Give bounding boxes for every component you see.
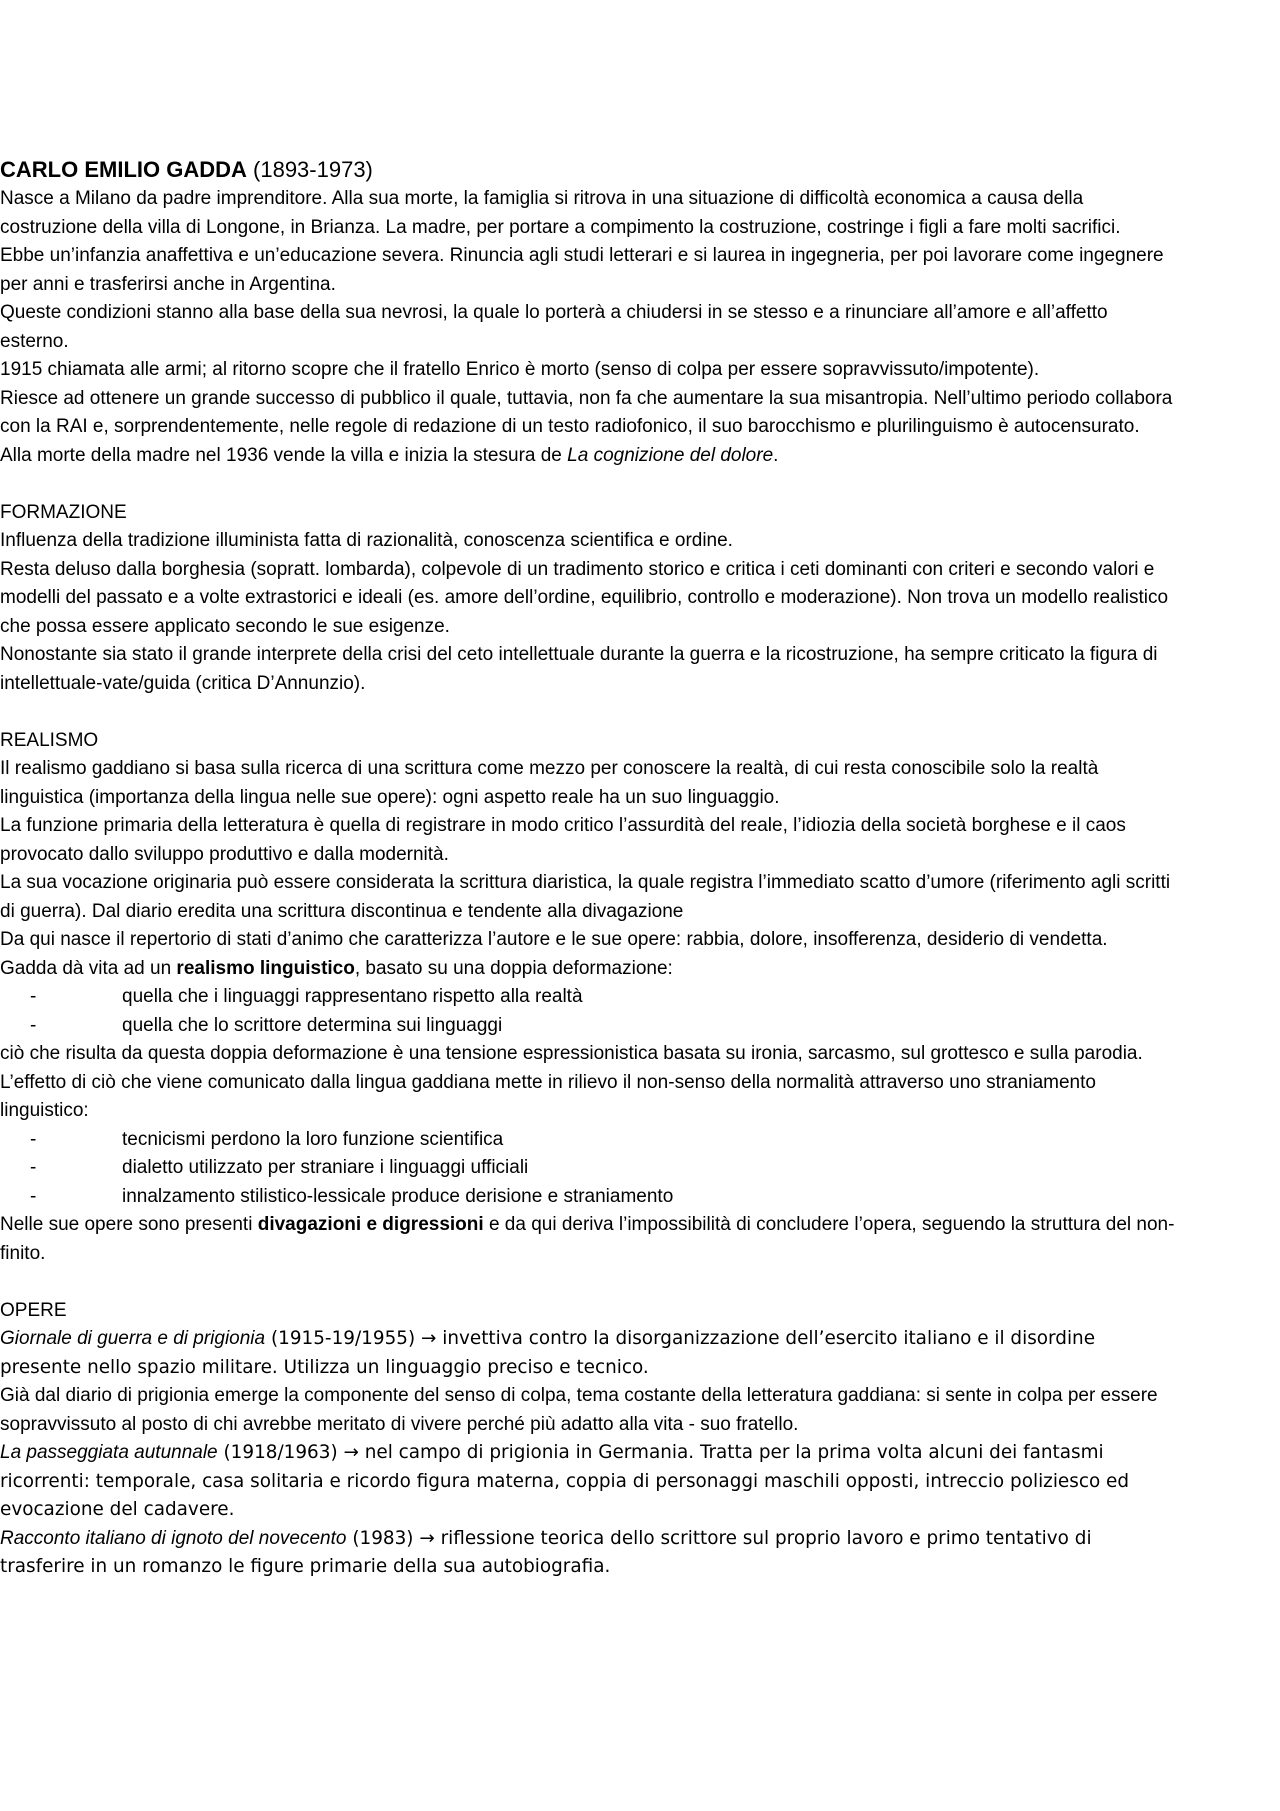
author-years: (1893-1973) bbox=[253, 157, 373, 182]
dash-bullet: - bbox=[30, 986, 37, 1007]
realismo-paragraph: ciò che risulta da questa doppia deformazione è una tensione espressionistica basata su ironia, sarcasmo, sul grottesco e sulla parodia. L’effetto di ciò che viene comunicato dalla lingua gaddiana mette in rilievo il non-senso della normalità attraverso uno straniamento linguistico: bbox=[0, 1043, 1143, 1121]
section-heading-opere: OPERE bbox=[0, 1299, 67, 1321]
opere-paragraph: Già dal diario di prigionia emerge la componente del senso di colpa, tema costante della letteratura gaddiana: si sente in colpa per essere sopravvissuto al posto di chi avrebbe meritato di vivere perché più adatto alla vita - suo fratello. bbox=[0, 1385, 1158, 1435]
realismo-paragraph: Da qui nasce il repertorio di stati d’animo che caratterizza l’autore e le sue opere: rabbia, dolore, insofferenza, desiderio di vendetta. bbox=[0, 929, 1108, 950]
dash-bullet: - bbox=[30, 1014, 37, 1036]
bio-paragraph: Alla morte della madre nel 1936 vende la villa e inizia la stesura de La cognizione del dolore. bbox=[0, 444, 779, 466]
work-title: La cognizione del dolore bbox=[567, 444, 774, 466]
work-entry: Racconto italiano di ignoto del novecento (1983) → riflessione teorica dello scrittore sul proprio lavoro e primo tentativo di trasferire in un romanzo le figure primarie della sua autobiografia. bbox=[0, 1527, 1092, 1577]
dash-bullet: - bbox=[30, 1128, 37, 1150]
author-name: CARLO EMILIO GADDA bbox=[0, 157, 247, 182]
spacer bbox=[0, 698, 1175, 727]
list-item: - tecnicismi perdono la loro funzione scientifica bbox=[0, 1126, 1175, 1155]
realismo-paragraph: La funzione primaria della letteratura è quella di registrare in modo critico l’assurdità del reale, l’idiozia della società borghese e il caos provocato dallo sviluppo produttivo e dalla modernità. bbox=[0, 815, 1126, 865]
list-item: - quella che i linguaggi rappresentano rispetto alla realtà bbox=[0, 983, 1175, 1012]
spacer bbox=[0, 470, 1175, 499]
work-entry: Giornale di guerra e di prigionia (1915-19/1955) → invettiva contro la disorganizzazione dell’esercito italiano e il disordine presente nello spazio militare. Utilizza un linguaggio preciso e tecnico. bbox=[0, 1328, 1096, 1378]
list-item: - dialetto utilizzato per straniare i linguaggi ufficiali bbox=[0, 1154, 1175, 1183]
list-item: - quella che lo scrittore determina sui linguaggi bbox=[0, 1012, 1175, 1041]
bio-paragraph: Nasce a Milano da padre imprenditore. Alla sua morte, la famiglia si ritrova in una situazione di difficoltà economica a causa della costruzione della villa di Longone, in Brianza. La madre, per portare a compimento la costruzione, costringe i figli a fare molti sacrifici. bbox=[0, 188, 1121, 238]
formazione-paragraph: Resta deluso dalla borghesia (sopratt. lombarda), colpevole di un tradimento storico e critica i ceti dominanti con criteri e secondo valori e modelli del passato e a volte extrastorici e ideali (es. amore dell’ordine, equilibrio, controllo e moderazione). Non trova un modello realistico che possa essere applicato secondo le sue esigenze. bbox=[0, 558, 1169, 637]
realismo-paragraph: La sua vocazione originaria può essere considerata la scrittura diaristica, la quale registra l’immediato scatto d’umore (riferimento agli scritti di guerra). Dal diario eredita una scrittura discontinua e tendente alla divagazione bbox=[0, 872, 1171, 922]
list-item: - innalzamento stilistico-lessicale produce derisione e straniamento bbox=[0, 1183, 1175, 1212]
bold-term: realismo linguistico bbox=[176, 957, 355, 979]
work-title: La passeggiata autunnale bbox=[0, 1442, 218, 1463]
bold-term: divagazioni e digressioni bbox=[257, 1214, 484, 1235]
realismo-closing: Nelle sue opere sono presenti divagazioni e digressioni e da qui deriva l’impossibilità di concludere l’opera, seguendo la struttura del non-finito. bbox=[0, 1214, 1175, 1264]
dash-bullet: - bbox=[30, 1185, 37, 1207]
bio-paragraph: Riesce ad ottenere un grande successo di pubblico il quale, tuttavia, non fa che aumentare la sua misantropia. Nell’ultimo periodo collabora con la RAI e, sorprendentemente, nelle regole di redazione di un testo radiofonico, il suo barocchismo e plurilinguismo è autocensurato. bbox=[0, 387, 1173, 437]
work-title: Racconto italiano di ignoto del novecento bbox=[0, 1527, 347, 1549]
bio-paragraph: Queste condizioni stanno alla base della sua nevrosi, la quale lo porterà a chiudersi in se stesso e a rinunciare all’amore e all’affetto esterno. bbox=[0, 302, 1108, 352]
section-heading-formazione: FORMAZIONE bbox=[0, 501, 127, 523]
document-page bbox=[0, 155, 1175, 1582]
bio-paragraph: 1915 chiamata alle armi; al ritorno scopre che il fratello Enrico è morto (senso di colpa per essere sopravvissuto/impotente). bbox=[0, 359, 1040, 380]
bio-paragraph: Ebbe un’infanzia anaffettiva e un’educazione severa. Rinuncia agli studi letterari e si laurea in ingegneria, per poi lavorare come ingegnere per anni e trasferirsi anche in Argentina. bbox=[0, 245, 1164, 295]
work-title: Giornale di guerra e di prigionia bbox=[0, 1328, 266, 1349]
work-entry: La passeggiata autunnale (1918/1963) → nel campo di prigionia in Germania. Tratta per la prima volta alcuni dei fantasmi ricorrenti: temporale, casa solitaria e ricordo figura materna, coppia di personaggi maschili opposti, intreccio poliziesco ed evocazione del cadavere. bbox=[0, 1442, 1130, 1520]
formazione-paragraph: Nonostante sia stato il grande interprete della crisi del ceto intellettuale durante la guerra e la ricostruzione, ha sempre criticato la figura di intellettuale-vate/guida (critica D’Annunzio). bbox=[0, 644, 1158, 694]
document-title bbox=[0, 155, 1175, 185]
realismo-intro: Gadda dà vita ad un realismo linguistico, basato su una doppia deformazione: bbox=[0, 957, 673, 979]
section-heading-realismo: REALISMO bbox=[0, 729, 99, 751]
spacer bbox=[0, 1268, 1175, 1297]
formazione-paragraph: Influenza della tradizione illuminista fatta di razionalità, conoscenza scientifica e ordine. bbox=[0, 530, 733, 551]
realismo-paragraph: Il realismo gaddiano si basa sulla ricerca di una scrittura come mezzo per conoscere la realtà, di cui resta conoscibile solo la realtà linguistica (importanza della lingua nelle sue opere): ogni aspetto reale ha un suo linguaggio. bbox=[0, 758, 1099, 808]
dash-bullet: - bbox=[30, 1157, 37, 1178]
